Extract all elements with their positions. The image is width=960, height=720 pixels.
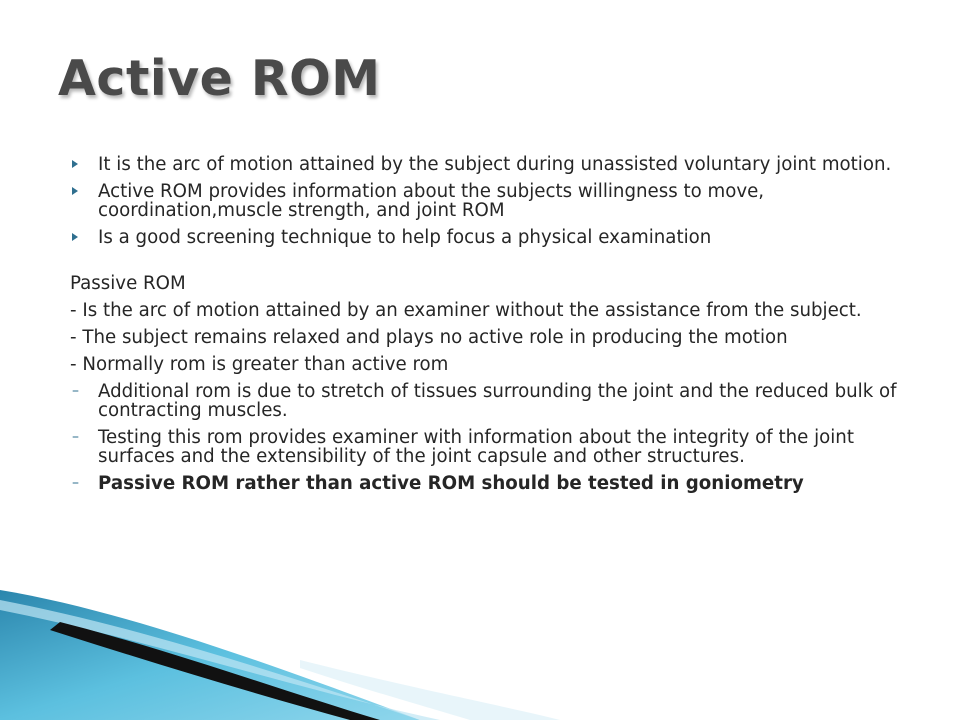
light-swoosh-shape	[0, 600, 440, 720]
sub-bullet-list	[70, 382, 910, 493]
faint-swoosh-shape	[300, 660, 560, 720]
sub-bullet-item	[70, 428, 910, 466]
bullet-text: It is the arc of motion attained by the subject during unassisted voluntary joint motion.	[98, 154, 892, 175]
triangle-bullet-icon	[72, 160, 78, 168]
passive-heading: Passive ROM	[70, 273, 186, 294]
dash-bullet-icon: –	[72, 475, 79, 491]
bullet-item	[70, 228, 910, 247]
bullet-item	[70, 182, 910, 220]
sub-bullet-text: Testing this rom provides examiner with information about the integrity of the joint surfaces and the extensibility of the joint capsule and other structures.	[98, 427, 854, 467]
bullet-item	[70, 155, 910, 174]
bullet-list	[70, 155, 910, 247]
bullet-text: Is a good screening technique to help focus a physical examination	[98, 227, 712, 248]
dark-swoosh-shape	[50, 622, 380, 720]
passive-line: - The subject remains relaxed and plays no active role in producing the motion	[70, 327, 788, 348]
slide-content	[70, 155, 910, 501]
passive-line: - Is the arc of motion attained by an examiner without the assistance from the subject.	[70, 300, 862, 321]
dash-bullet-icon: –	[72, 429, 79, 445]
triangle-bullet-icon	[72, 233, 78, 241]
triangle-bullet-icon	[72, 187, 78, 195]
sub-bullet-item	[70, 382, 910, 420]
slide-title: Active ROM	[58, 50, 381, 107]
sub-bullet-text: Additional rom is due to stretch of tissues surrounding the joint and the reduced bulk of contracting muscles.	[98, 381, 897, 421]
bullet-text: Active ROM provides information about the subjects willingness to move, coordination,muscle strength, and joint ROM	[98, 181, 765, 221]
sub-bullet-text-emphasis: Passive ROM rather than active ROM should be tested in goniometry	[98, 473, 804, 494]
sub-bullet-item	[70, 474, 910, 493]
passive-line: - Normally rom is greater than active rom	[70, 354, 449, 375]
dash-bullet-icon: –	[72, 383, 79, 399]
blue-swoosh-shape	[0, 590, 420, 720]
